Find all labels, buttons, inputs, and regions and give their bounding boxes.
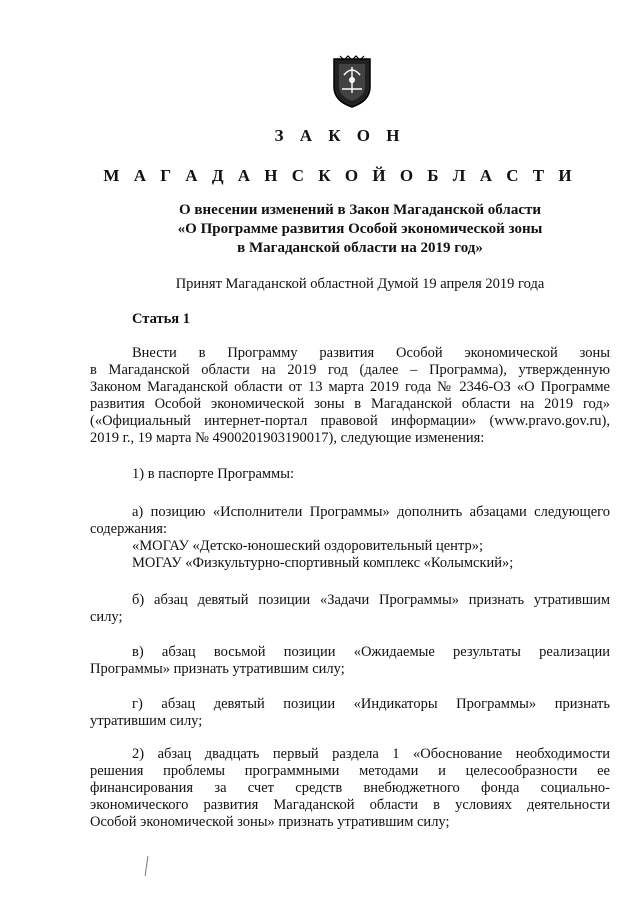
text-line: утратившим силу;: [90, 713, 203, 729]
adoption-note: Принят Магаданской областной Думой 19 апреля 2019 года: [175, 276, 545, 292]
text-line: развития Особой экономической зоны в Магаданской области на 2019 год»: [90, 396, 610, 412]
text-line: Законом Магаданской области от 13 марта 2019 года № 2346-ОЗ «О Программе: [90, 379, 610, 395]
law-subject-title: [90, 201, 630, 258]
text-line: Особой экономической зоны» признать утратившим силу;: [90, 814, 450, 830]
item-1g-paragraph: [90, 696, 610, 730]
subject-line: О внесении изменений в Закон Магаданской области: [179, 202, 541, 218]
document-type-heading: З А К О Н: [274, 126, 406, 145]
text-line: 2019 г., 19 марта № 4900201903190017), следующие изменения:: [90, 430, 485, 446]
item-1-paragraph: [90, 466, 610, 483]
text-line: решения проблемы программными методами и целесообразности ее: [90, 763, 610, 779]
subject-line: «О Программе развития Особой экономической зоны: [177, 221, 543, 237]
region-heading: М А Г А Д А Н С К О Й О Б Л А С Т И: [103, 166, 577, 185]
subject-line: в Магаданской области на 2019 год»: [237, 240, 483, 256]
text-line: МОГАУ «Физкультурно-спортивный комплекс «Колымский»;: [132, 555, 514, 571]
text-line: в Магаданской области на 2019 год (далее – Программа), утвержденную: [90, 362, 610, 378]
scan-mark: [145, 856, 151, 876]
text-line: финансирования за счет средств внебюджетного фонда социально-: [90, 780, 610, 796]
text-line: силу;: [90, 609, 123, 625]
text-line: «МОГАУ «Детско-юношеский оздоровительный центр»;: [132, 538, 483, 554]
article-intro-paragraph: [90, 345, 610, 447]
text-line: 2) абзац двадцать первый раздела 1 «Обоснование необходимости: [132, 746, 610, 762]
text-line: а) позицию «Исполнители Программы» дополнить абзацами следующего: [132, 504, 610, 520]
text-line: Программы» признать утратившим силу;: [90, 661, 345, 677]
item-1b-paragraph: [90, 592, 610, 626]
coat-of-arms-icon: [330, 53, 374, 109]
text-line: («Официальный интернет-портал правовой информации» (www.pravo.gov.ru),: [90, 413, 610, 429]
text-line: в) абзац восьмой позиции «Ожидаемые результаты реализации: [132, 644, 610, 660]
item-1a-paragraph: [90, 504, 610, 572]
text-line: г) абзац девятый позиции «Индикаторы Программы» признать: [132, 696, 610, 712]
text-line: содержания:: [90, 521, 168, 537]
article-heading: Статья 1: [132, 311, 190, 327]
text-line: Внести в Программу развития Особой экономической зоны: [132, 345, 610, 361]
text-line: экономического развития Магаданской области в условиях деятельности: [90, 797, 610, 813]
text-line: 1) в паспорте Программы:: [132, 466, 294, 482]
text-line: б) абзац девятый позиции «Задачи Программы» признать утратившим: [132, 592, 610, 608]
item-2-paragraph: [90, 746, 610, 831]
item-1v-paragraph: [90, 644, 610, 678]
